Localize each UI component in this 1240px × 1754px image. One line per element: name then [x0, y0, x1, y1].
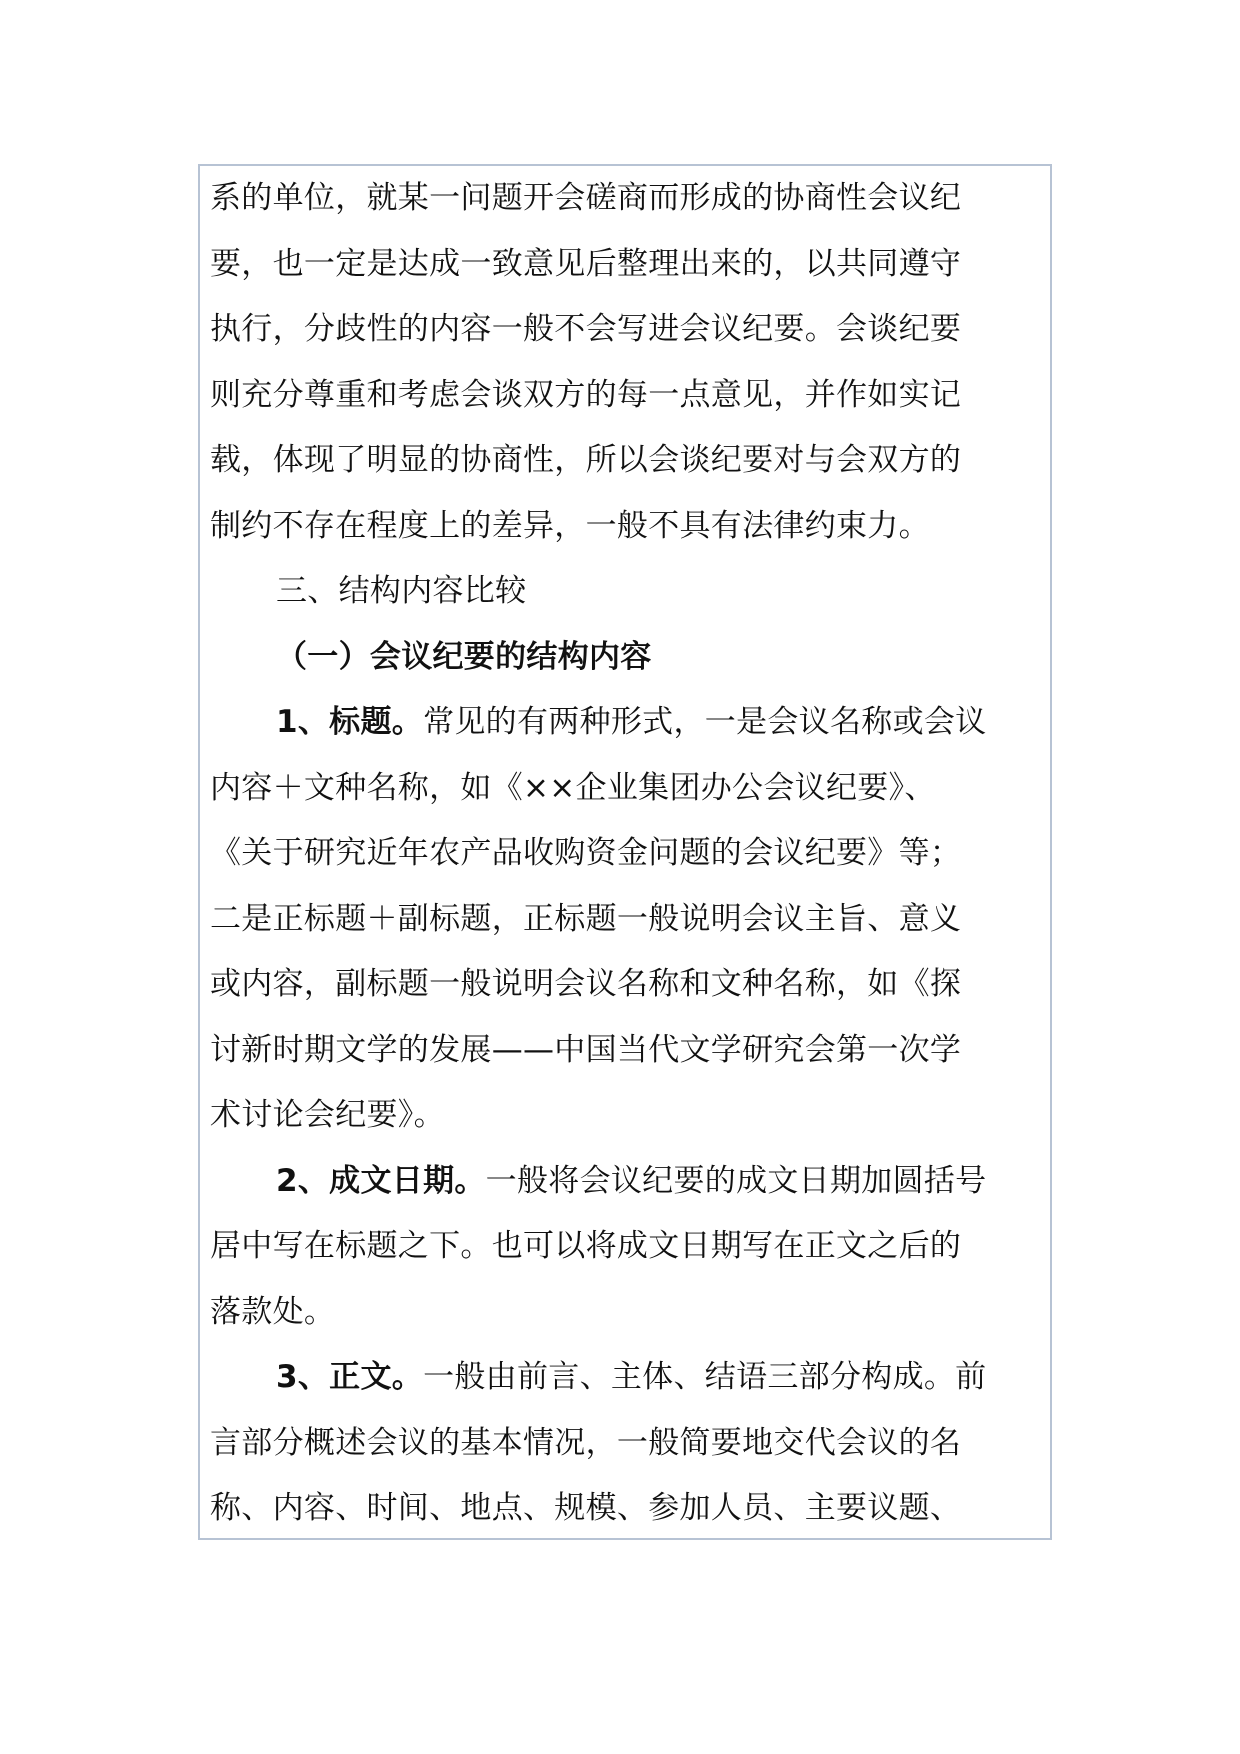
- paragraph-line: 言部分概述会议的基本情况，一般简要地交代会议的名: [210, 1424, 962, 1461]
- paragraph-line: 落款处。: [210, 1293, 336, 1330]
- paragraph-lead-line: [210, 690, 1040, 756]
- paragraph-line: 内容＋文种名称，如《××企业集团办公会议纪要》、: [210, 769, 936, 806]
- paragraph-line: 《关于研究近年农产品收购资金问题的会议纪要》等；: [210, 835, 962, 871]
- paragraph-line: 系的单位，就某一问题开会磋商而形成的协商性会议纪: [210, 180, 962, 216]
- document-body: [210, 166, 1040, 1540]
- paragraph-line: 讨新时期文学的发展——中国当代文学研究会第一次学: [210, 1031, 962, 1068]
- item-text: 一般由前言、主体、结语三部分构成。前: [423, 1359, 987, 1395]
- item-label: 2、成文日期。: [276, 1162, 486, 1199]
- item-text: 一般将会议纪要的成文日期加圆括号: [485, 1162, 987, 1199]
- paragraph-line: 载，体现了明显的协商性，所以会谈纪要对与会双方的: [210, 442, 962, 478]
- paragraph-line: 称、内容、时间、地点、规模、参加人员、主要议题、: [210, 1490, 962, 1526]
- paragraph-lead-line: [210, 1345, 1040, 1411]
- paragraph-line: 术讨论会纪要》。: [210, 1097, 445, 1133]
- section-heading: 三、结构内容比较: [276, 573, 527, 609]
- paragraph-lead-line: [210, 1149, 1040, 1215]
- item-label: 1、标题。: [276, 704, 424, 740]
- item-text: 常见的有两种形式，一是会议名称或会议: [423, 704, 987, 740]
- paragraph-line: 居中写在标题之下。也可以将成文日期写在正文之后的: [210, 1228, 962, 1264]
- paragraph-line: 制约不存在程度上的差异，一般不具有法律约束力。: [210, 507, 930, 544]
- paragraph-line: 则充分尊重和考虑会谈双方的每一点意见，并作如实记: [210, 376, 962, 413]
- item-label: 3、正文。: [276, 1359, 424, 1395]
- paragraph-line: 执行，分歧性的内容一般不会写进会议纪要。会谈纪要: [210, 311, 962, 347]
- page-frame: [198, 164, 1052, 1540]
- paragraph-line: 或内容，副标题一般说明会议名称和文种名称，如《探: [210, 966, 962, 1002]
- paragraph-line: 要，也一定是达成一致意见后整理出来的，以共同遵守: [210, 245, 962, 282]
- paragraph-line: 二是正标题＋副标题，正标题一般说明会议主旨、意义: [210, 900, 962, 937]
- subsection-heading: （一）会议纪要的结构内容: [276, 638, 652, 675]
